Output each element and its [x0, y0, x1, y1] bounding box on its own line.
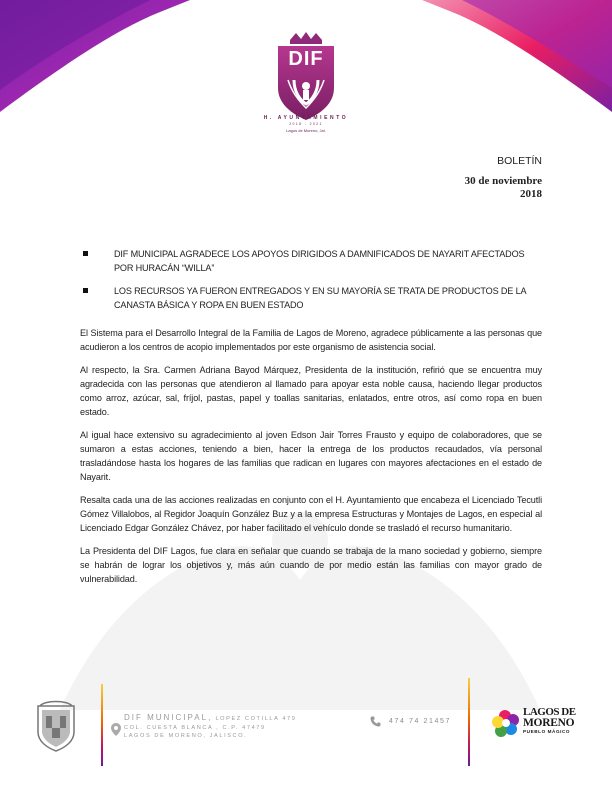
body-paragraph: Resalta cada una de las acciones realizadas en conjunto con el H. Ayuntamiento que encabeza el Licenciado Tecutli Gómez Villalobos, al Regidor Joaquín González Buz y a la empresa Estructuras y Montajes de Lagos, en especial al Licenciado Edgar González Chávez, por haber facilitado el vehículo donde se trasladó el recurso humanitario. [80, 495, 542, 533]
headline-bullet [80, 247, 542, 275]
ayuntamiento-label: H. AYUNTAMIENTO [263, 115, 349, 121]
footer-divider [468, 678, 470, 766]
body-paragraph: Al igual hace extensivo su agradecimiento al joven Edson Jair Torres Frausto y equipo de colaboradores, que se sumaron a estas acciones, teniendo a bien, hacer la entrega de los productos recaudados, vía personal trasladándose hasta los hogares de las familias que radican en lugares con mayores afectaciones en el estado de Nayarit. [80, 430, 542, 482]
location-pin-icon [111, 723, 121, 736]
headline-bullets [80, 247, 542, 321]
phone-icon [370, 716, 381, 727]
corner-decoration-right [422, 0, 612, 120]
brand-line-1: LAGOS DE [523, 706, 576, 718]
brand-line-3: PUEBLO MÁGICO [523, 729, 571, 734]
document-date [465, 175, 542, 201]
document-type: BOLETÍN [497, 155, 542, 167]
place-label: Lagos de Moreno, Jal. [286, 128, 326, 133]
municipal-seal-icon [34, 700, 78, 752]
phone-number: 474 74 21457 [389, 718, 452, 725]
city-address: LAGOS DE MORENO, JALISCO. [124, 733, 248, 739]
bulletin-body [80, 326, 542, 595]
headline-bullet [80, 284, 542, 312]
period-label: 2018 - 2021 [289, 122, 323, 126]
date-year: 2018 [520, 188, 542, 200]
body-paragraph: El Sistema para el Desarrollo Integral de la Familia de Lagos de Moreno, agradece públicamente a las personas que acudieron a los centros de acopio implementados por este organismo de asistencia social. [80, 328, 542, 352]
ayuntamiento-caption [240, 115, 372, 133]
bullet-square-icon [83, 288, 88, 293]
footer-divider [101, 684, 103, 766]
footer-address [124, 714, 296, 741]
street-address: LOPEZ COTILLA 479 [215, 716, 297, 722]
dif-logo [270, 30, 342, 122]
headline-text: LOS RECURSOS YA FUERON ENTREGADOS Y EN SU MAYORÍA SE TRATA DE PRODUCTOS DE LA CANASTA BÁSICA Y ROPA EN BUEN ESTADO [114, 286, 526, 310]
dif-logo-text: DIF [288, 48, 324, 70]
brand-line-2: MORENO [523, 717, 575, 729]
date-day-month: 30 de noviembre [464, 175, 542, 187]
body-paragraph: La Presidenta del DIF Lagos, fue clara en señalar que cuando se trabaja de la mano sociedad y gobierno, siempre se habrán de lograr los objetivos y, más aún cuando de por medio están las familias con mayor grado de vulnerabilidad. [80, 546, 542, 584]
org-name: DIF MUNICIPAL, [124, 713, 213, 722]
headline-text: DIF MUNICIPAL AGRADECE LOS APOYOS DIRIGIDOS A DAMNIFICADOS DE NAYARIT AFECTADOS POR HURACÁN “WILLA” [114, 249, 525, 273]
corner-decoration-left [0, 0, 190, 120]
colonia-address: COL. CUESTA BLANCA , C.P. 47479 [124, 724, 266, 731]
bullet-square-icon [83, 251, 88, 256]
body-paragraph: Al respecto, la Sra. Carmen Adriana Bayod Márquez, Presidenta de la institución, refirió que se encuentra muy agradecida con las personas que atendieron al llamado para apoyar esta noble causa, haciendo llegar productos como arroz, azúcar, sal, fríjol, pastas, papel y toallas sanitarias, enlatados, entre otros, así como ropa en buen estado. [80, 365, 542, 417]
lagos-de-moreno-wordmark [523, 707, 576, 735]
